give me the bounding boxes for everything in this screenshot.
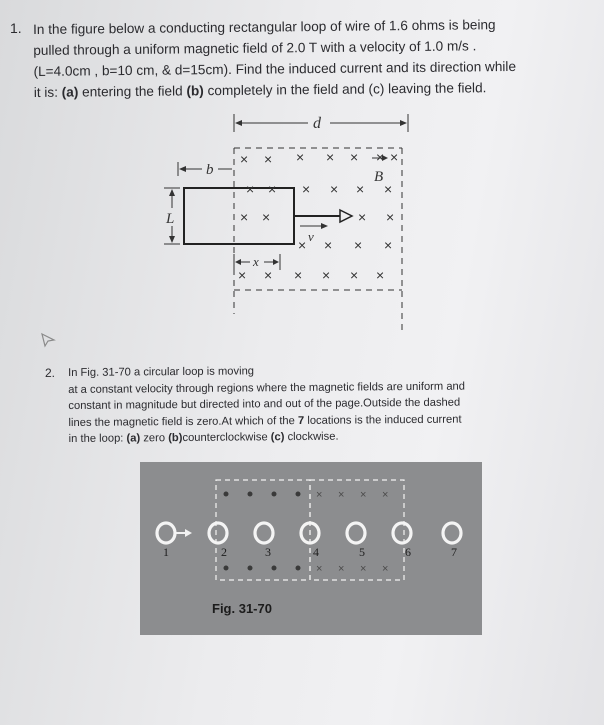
circular-loop-figure	[140, 462, 482, 635]
svg-text:×: ×	[316, 489, 323, 501]
question-1-line-2: pulled through a uniform magnetic field of 2.0 T with a velocity of 1.0 m/s .	[33, 38, 477, 58]
loop-6	[393, 523, 411, 543]
question-2-line-3: constant in magnitude but directed into and out of the page.Outside the dashed	[68, 396, 461, 412]
svg-text:×: ×	[358, 209, 367, 225]
loop-label-1: 1	[163, 545, 169, 559]
q2-part-a-text: zero	[140, 432, 169, 445]
svg-text:×: ×	[322, 267, 331, 283]
svg-text:×: ×	[324, 237, 333, 253]
svg-text:×: ×	[326, 149, 335, 165]
question-1-number: 1.	[10, 20, 22, 36]
q2-part-a-label: (a)	[126, 432, 141, 445]
q2-part-b-label: (b)	[168, 432, 183, 445]
loop-field-figure	[150, 104, 440, 344]
q2-line4-pre: lines the magnetic field is zero.At which of the	[68, 414, 299, 429]
loop-label-6: 6	[405, 545, 411, 559]
svg-text:×: ×	[246, 181, 255, 197]
svg-text:×: ×	[376, 149, 385, 165]
svg-text:×: ×	[238, 267, 247, 283]
question-2-text	[68, 361, 549, 448]
question-2-number: 2.	[45, 366, 56, 380]
question-1-line-4	[34, 76, 579, 103]
loop-label-4: 4	[313, 545, 319, 559]
loop-7	[443, 523, 461, 543]
svg-text:×: ×	[360, 489, 367, 501]
svg-text:×: ×	[350, 149, 359, 165]
svg-text:×: ×	[386, 209, 395, 225]
loop-5	[347, 523, 365, 543]
svg-text:×: ×	[376, 267, 385, 283]
svg-text:×: ×	[330, 181, 339, 197]
question-1-text	[33, 13, 579, 103]
label-B: B	[374, 169, 384, 185]
fig2-crosses	[316, 489, 388, 575]
label-d: d	[313, 115, 321, 132]
q2-part-c-text: clockwise.	[284, 430, 339, 444]
loop-label-2: 2	[221, 545, 227, 559]
svg-text:×: ×	[384, 237, 393, 253]
svg-text:×: ×	[262, 209, 271, 225]
q1-part-b-text: completely in the field and (c) leaving the field.	[203, 80, 487, 99]
question-2-line-2: at a constant velocity through regions where the magnetic fields are uniform and	[68, 380, 466, 396]
svg-text:×: ×	[350, 267, 359, 283]
loop-label-3: 3	[265, 545, 271, 559]
svg-text:×: ×	[354, 237, 363, 253]
svg-text:×: ×	[382, 489, 389, 501]
svg-text:×: ×	[298, 237, 307, 253]
svg-text:×: ×	[338, 563, 345, 575]
svg-text:×: ×	[360, 563, 367, 575]
loop-3	[255, 523, 273, 543]
loop-1	[157, 523, 175, 543]
svg-text:×: ×	[294, 267, 303, 283]
question-2-line-1: In Fig. 31-70 a circular loop is moving	[68, 365, 255, 379]
q1-part-a-text: entering the field	[78, 83, 187, 100]
svg-text:×: ×	[356, 181, 365, 197]
loop-2	[209, 523, 227, 543]
svg-text:×: ×	[382, 563, 389, 575]
cursor-icon	[40, 332, 56, 348]
svg-text:×: ×	[302, 181, 311, 197]
svg-text:×: ×	[240, 151, 249, 167]
q1-part-b-label: (b)	[186, 83, 204, 99]
svg-text:×: ×	[390, 149, 399, 165]
q2-line5-pre: in the loop:	[68, 432, 127, 445]
label-x: x	[253, 254, 259, 269]
q1-part-a-label: (a)	[61, 84, 79, 100]
svg-text:×: ×	[296, 149, 305, 165]
q2-line4-post: locations is the induced current	[304, 413, 462, 427]
q2-part-c-label: (c)	[270, 431, 285, 444]
conducting-loop	[184, 188, 294, 244]
label-b: b	[206, 162, 214, 178]
q2-line4-bold: 7	[297, 414, 305, 427]
svg-text:×: ×	[384, 181, 393, 197]
svg-text:×: ×	[240, 209, 249, 225]
label-L: L	[166, 211, 175, 227]
question-1-line-1: In the figure below a conducting rectangular loop of wire of 1.6 ohms is being	[33, 17, 496, 37]
question-2-line-5	[69, 427, 549, 448]
svg-text:×: ×	[264, 151, 273, 167]
svg-text:×: ×	[338, 489, 345, 501]
svg-text:×: ×	[316, 563, 323, 575]
loop-label-5: 5	[359, 545, 365, 559]
question-1-line-3: (L=4.0cm , b=10 cm, & d=15cm). Find the induced current and its direction while	[33, 58, 517, 79]
svg-text:×: ×	[268, 181, 277, 197]
svg-text:×: ×	[264, 267, 273, 283]
q1-prefix: it is:	[33, 84, 62, 100]
figure-2-caption: Fig. 31-70	[212, 601, 272, 616]
q2-part-b-text: counterclockwise	[182, 431, 271, 445]
loop-label-7: 7	[451, 545, 457, 559]
label-v: v	[308, 229, 314, 244]
